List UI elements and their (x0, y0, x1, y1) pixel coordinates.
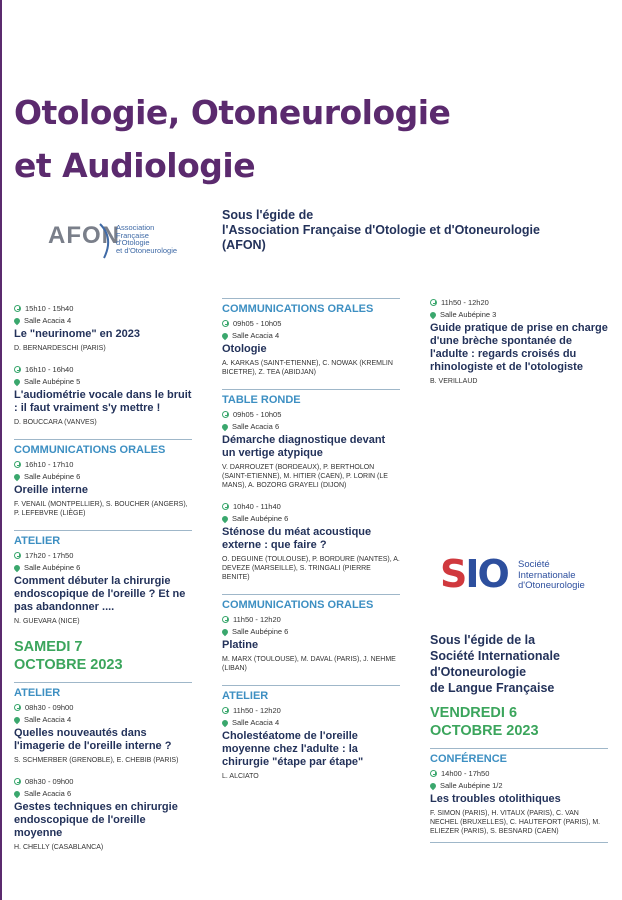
session-speakers: F. VENAIL (MONTPELLIER), S. BOUCHER (ANGERS), P. LEFEBVRE (LIÈGE) (14, 501, 188, 517)
location-pin-icon (221, 331, 229, 339)
location-pin-icon (13, 715, 21, 723)
session-item (430, 298, 610, 386)
time-text: 08h30 - 09h00 (25, 777, 74, 786)
room-text: Salle Acacia 6 (232, 422, 280, 431)
section-heading: ATELIER (14, 682, 192, 699)
time-text: 11h50 - 12h20 (233, 706, 281, 715)
afon-sub3: d'Otologie (116, 238, 150, 247)
session-room (430, 781, 608, 790)
session-item (430, 769, 608, 843)
session-item (222, 410, 400, 490)
clock-icon (222, 503, 229, 510)
sio-patronage-line1: Sous l'égide de la (430, 633, 536, 647)
clock-icon (14, 552, 21, 559)
location-pin-icon (221, 627, 229, 635)
session-title: Démarche diagnostique devant un vertige atypique (222, 434, 386, 459)
afon-patronage-line1: Sous l'égide de (222, 208, 314, 222)
session-time (14, 703, 192, 712)
session-room (14, 316, 192, 325)
session-speakers: F. SIMON (PARIS), H. VITAUX (PARIS), C. VAN NECHEL (BRUXELLES), C. HAUTEFORT (PARIS), M. ELIEZER (PARIS), S. BESNARD (CAEN) (430, 810, 601, 835)
room-text: Salle Aubépine 6 (232, 514, 289, 523)
session-title: Cholestéatome de l'oreille moyenne chez l'adulte : la chirurgie "étape par étape" (222, 730, 364, 768)
clock-icon (222, 320, 229, 327)
location-pin-icon (13, 789, 21, 797)
session-room (14, 789, 192, 798)
session-item (14, 304, 192, 353)
location-pin-icon (221, 422, 229, 430)
day-heading-line2: OCTOBRE 2023 (14, 657, 123, 673)
session-title: Otologie (222, 343, 267, 355)
session-time (430, 298, 610, 307)
left-edge-bar (0, 0, 2, 900)
session-title: Guide pratique de prise en charge d'une brèche spontanée de l'adulte : regards croisés du rhinologiste et de l'otologiste (430, 322, 608, 373)
time-text: 08h30 - 09h00 (25, 703, 74, 712)
session-item (14, 551, 192, 626)
time-text: 16h10 - 17h10 (25, 460, 74, 469)
afon-logo-subtitle (116, 224, 177, 254)
session-room (222, 331, 400, 340)
sio-logo (440, 552, 600, 602)
afon-logo-letters: AFON (48, 222, 120, 249)
session-speakers: A. KARKAS (SAINT-ETIENNE), C. NOWAK (KREMLIN BICETRE), Z. TEA (ABIDJAN) (222, 360, 393, 376)
session-speakers: O. DEGUINE (TOULOUSE), P. BORDURE (NANTES), A. DEVEZE (MARSEILLE), S. TRINGALI (PIERRE BENITE) (222, 556, 400, 581)
page-title-line1: Otologie, Otoneurologie (14, 93, 451, 132)
section-heading: ATELIER (222, 685, 400, 702)
column-right-lower (430, 700, 608, 855)
session-item (14, 365, 192, 427)
location-pin-icon (13, 563, 21, 571)
session-time (222, 319, 400, 328)
time-text: 11h50 - 12h20 (233, 615, 281, 624)
session-title: Sténose du méat acoustique externe : que faire ? (222, 526, 372, 551)
session-time (14, 365, 192, 374)
session-title: Comment débuter la chirurgie endoscopique de l'oreille ? Et ne pas abandonner .... (14, 575, 186, 613)
session-item (14, 703, 192, 765)
afon-swoosh-icon (98, 220, 118, 260)
section-heading: COMMUNICATIONS ORALES (222, 298, 400, 315)
sio-logo-text (518, 560, 585, 592)
time-text: 16h10 - 16h40 (25, 365, 74, 374)
session-room (222, 514, 400, 523)
session-time (14, 460, 192, 469)
clock-icon (222, 707, 229, 714)
sio-mark-o: O (477, 552, 508, 596)
section-heading: TABLE RONDE (222, 389, 400, 406)
day-heading-line2: OCTOBRE 2023 (430, 723, 539, 739)
room-text: Salle Acacia 4 (24, 316, 72, 325)
location-pin-icon (13, 472, 21, 480)
afon-patronage-line2: l'Association Française d'Otologie et d'Otoneurologie (222, 223, 540, 237)
sio-txt2: Internationale (518, 569, 576, 581)
clock-icon (430, 770, 437, 777)
clock-icon (222, 411, 229, 418)
sio-mark-s: S (440, 552, 466, 596)
session-speakers: N. GUEVARA (NICE) (14, 618, 80, 625)
session-item (14, 777, 192, 852)
section-heading: COMMUNICATIONS ORALES (14, 439, 192, 456)
clock-icon (430, 299, 437, 306)
afon-sub2: Française (116, 230, 149, 240)
session-title: Le "neurinome" en 2023 (14, 328, 140, 340)
page-title (14, 86, 614, 192)
session-item (222, 706, 400, 781)
time-text: 10h40 - 11h40 (233, 502, 281, 511)
column-middle (222, 298, 400, 793)
room-text: Salle Aubépine 6 (232, 627, 289, 636)
session-speakers: H. CHELLY (CASABLANCA) (14, 844, 104, 851)
clock-icon (14, 366, 21, 373)
sio-txt1: Société (518, 559, 550, 570)
session-speakers: L. ALCIATO (222, 773, 259, 780)
afon-logo (48, 220, 178, 260)
day-heading-line1: VENDREDI 6 (430, 705, 518, 721)
location-pin-icon (429, 310, 437, 318)
afon-patronage (222, 208, 602, 253)
session-title: Quelles nouveautés dans l'imagerie de l'oreille interne ? (14, 727, 172, 752)
time-text: 09h05 - 10h05 (233, 410, 282, 419)
location-pin-icon (429, 781, 437, 789)
session-item (14, 460, 192, 518)
session-title: L'audiométrie vocale dans le bruit : il faut vraiment s'y mettre ! (14, 389, 192, 414)
room-text: Salle Aubépine 3 (440, 310, 497, 319)
session-room (222, 627, 400, 636)
room-text: Salle Aubépine 6 (24, 472, 81, 481)
room-text: Salle Acacia 4 (232, 718, 280, 727)
sio-logo-mark (440, 552, 508, 596)
location-pin-icon (13, 377, 21, 385)
session-speakers: S. SCHMERBER (GRENOBLE), E. CHEBIB (PARIS) (14, 757, 179, 764)
session-speakers: D. BOUCCARA (VANVES) (14, 419, 97, 426)
time-text: 15h10 - 15h40 (25, 304, 74, 313)
afon-sub4: et d'Otoneurologie (116, 245, 178, 255)
sio-patronage-line4: de Langue Française (430, 681, 555, 695)
session-time (430, 769, 608, 778)
day-heading (14, 638, 192, 674)
day-heading-line1: SAMEDI 7 (14, 639, 83, 655)
session-time (222, 706, 400, 715)
session-speakers: D. BERNARDESCHI (PARIS) (14, 345, 106, 352)
room-text: Salle Aubépine 5 (24, 377, 81, 386)
sio-patronage (430, 632, 615, 696)
session-speakers: V. DARROUZET (BORDEAUX), P. BERTHOLON (SAINT-ETIENNE), M. HITIER (CAEN), P. LORIN (LE MANS), A. BOZORG GRAYELI (DIJON) (222, 464, 388, 489)
clock-icon (14, 704, 21, 711)
session-title: Oreille interne (14, 484, 88, 496)
session-time (14, 777, 192, 786)
session-item (222, 502, 400, 582)
session-title: Les troubles otolithiques (430, 793, 561, 805)
sio-mark-i: I (465, 552, 478, 596)
session-room (222, 422, 400, 431)
time-text: 14h00 - 17h50 (441, 769, 490, 778)
room-text: Salle Acacia 6 (24, 789, 72, 798)
session-speakers: B. VERILLAUD (430, 378, 478, 385)
session-time (222, 502, 400, 511)
time-text: 09h05 - 10h05 (233, 319, 282, 328)
session-time (14, 551, 192, 560)
section-heading: CONFÉRENCE (430, 748, 608, 765)
afon-sub1: Association (116, 223, 155, 232)
session-time (14, 304, 192, 313)
room-text: Salle Acacia 4 (232, 331, 280, 340)
location-pin-icon (13, 316, 21, 324)
afon-patronage-line3: (AFON) (222, 238, 266, 252)
session-room (14, 472, 192, 481)
session-room (14, 563, 192, 572)
page-title-line2: et Audiologie (14, 146, 256, 185)
time-text: 17h20 - 17h50 (25, 551, 74, 560)
time-text: 11h50 - 12h20 (441, 298, 489, 307)
location-pin-icon (221, 718, 229, 726)
sio-patronage-line3: d'Otoneurologie (430, 665, 527, 679)
section-heading: COMMUNICATIONS ORALES (222, 594, 400, 611)
session-title: Gestes techniques en chirurgie endoscopique de l'oreille moyenne (14, 801, 178, 839)
day-heading (430, 704, 608, 740)
session-room (14, 377, 192, 386)
section-heading: ATELIER (14, 530, 192, 547)
session-time (222, 615, 400, 624)
location-pin-icon (221, 514, 229, 522)
clock-icon (222, 616, 229, 623)
session-speakers: M. MARX (TOULOUSE), M. DAVAL (PARIS), J. NEHME (LIBAN) (222, 656, 396, 672)
session-room (430, 310, 610, 319)
session-room (14, 715, 192, 724)
room-text: Salle Aubépine 6 (24, 563, 81, 572)
room-text: Salle Acacia 4 (24, 715, 72, 724)
sio-txt3: d'Otoneurologie (518, 580, 585, 591)
clock-icon (14, 305, 21, 312)
session-time (222, 410, 400, 419)
session-item (222, 319, 400, 377)
session-room (222, 718, 400, 727)
session-title: Platine (222, 639, 259, 651)
room-text: Salle Aubépine 1/2 (440, 781, 503, 790)
clock-icon (14, 461, 21, 468)
clock-icon (14, 778, 21, 785)
column-right (430, 298, 610, 398)
column-left (14, 304, 192, 864)
session-item (222, 615, 400, 673)
sio-patronage-line2: Société Internationale (430, 649, 560, 663)
